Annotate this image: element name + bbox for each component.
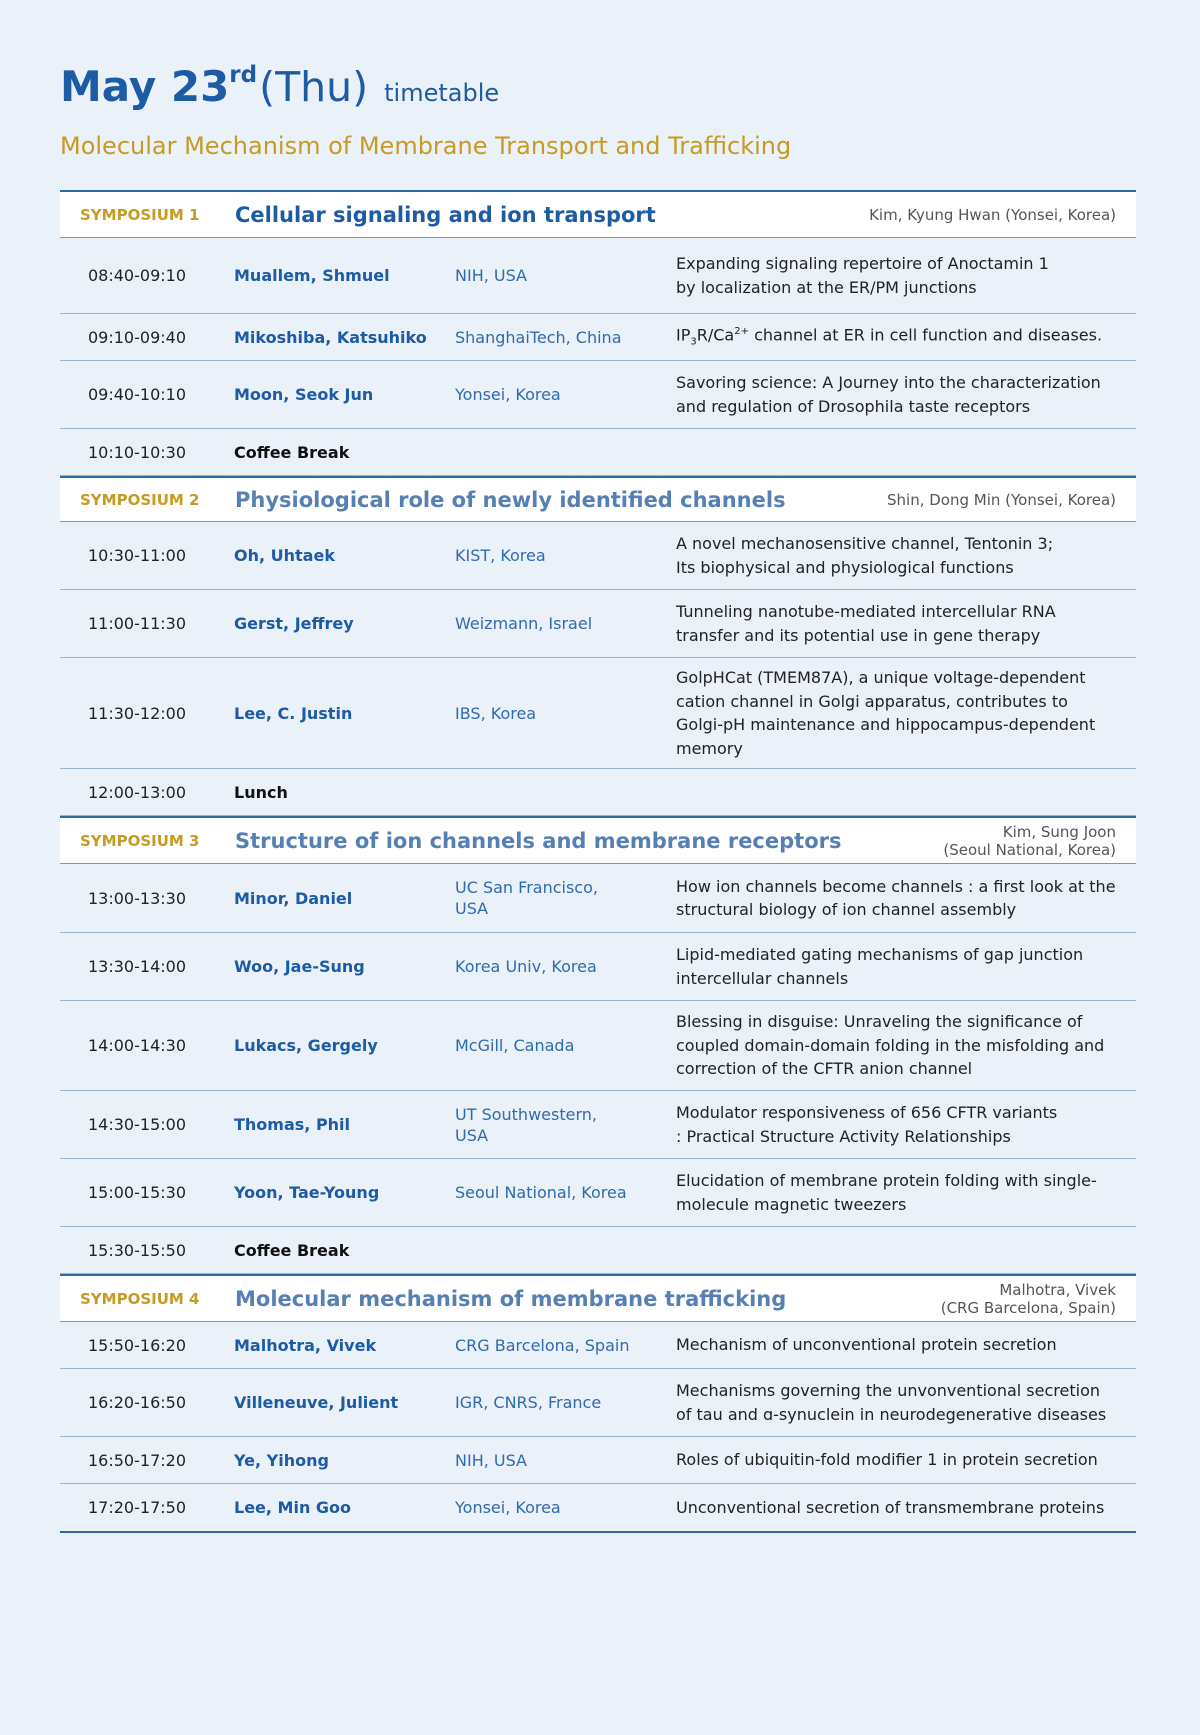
symposium-label: SYMPOSIUM 1: [80, 205, 200, 224]
schedule-table: [60, 190, 1136, 1533]
talk-title-superscript: 2+: [734, 325, 749, 337]
speaker-affiliation: McGill, Canada: [455, 1036, 575, 1055]
speaker-name: Minor, Daniel: [234, 888, 353, 908]
speaker-affiliation: IBS, Korea: [455, 703, 537, 723]
speaker-affiliation: Yonsei, Korea: [455, 1498, 561, 1517]
talk-title-part: IP: [676, 325, 691, 345]
page-title: [60, 62, 1136, 122]
break-row: [60, 1227, 1136, 1274]
break-label: Coffee Break: [234, 1240, 350, 1260]
speaker-affiliation: UC San Francisco, USA: [455, 878, 598, 918]
symposium-header: [60, 476, 1136, 522]
talk-row: [60, 1437, 1136, 1484]
talk-time: 16:50-17:20: [88, 1450, 186, 1470]
break-label: Lunch: [234, 782, 288, 802]
speaker-affiliation: IGR, CNRS, France: [455, 1393, 602, 1412]
talk-time: 17:20-17:50: [88, 1498, 186, 1517]
speaker-affiliation: Seoul National, Korea: [455, 1183, 627, 1202]
talk-row: [60, 1322, 1136, 1369]
break-time: 15:30-15:50: [88, 1240, 186, 1260]
talk-title: Modulator responsiveness of 656 CFTR variants : Practical Structure Activity Relationships: [676, 1103, 1058, 1146]
speaker-affiliation: NIH, USA: [455, 1450, 527, 1470]
talk-row: [60, 933, 1136, 1001]
speaker-name: Mikoshiba, Katsuhiko: [234, 327, 427, 347]
speaker-affiliation: Korea Univ, Korea: [455, 957, 597, 976]
talk-time: 14:30-15:00: [88, 1115, 186, 1134]
symposium-chair: Kim, Kyung Hwan (Yonsei, Korea): [869, 205, 1116, 224]
speaker-name: Moon, Seok Jun: [234, 385, 374, 404]
break-time: 12:00-13:00: [88, 782, 186, 802]
break-label: Coffee Break: [234, 442, 350, 462]
speaker-name: Muallem, Shmuel: [234, 266, 390, 285]
speaker-name: Lee, C. Justin: [234, 703, 353, 723]
timetable-page: [60, 62, 1136, 1533]
speaker-name: Thomas, Phil: [234, 1115, 351, 1134]
symposium-chair: Malhotra, Vivek (CRG Barcelona, Spain): [940, 1280, 1116, 1317]
talk-title: How ion channels become channels : a first look at the structural biology of ion channel assembly: [676, 876, 1116, 919]
speaker-affiliation: ShanghaiTech, China: [455, 327, 622, 347]
speaker-name: Ye, Yihong: [234, 1450, 329, 1470]
talk-title: GolpHCat (TMEM87A), a unique voltage-dependent cation channel in Golgi apparatus, contributes to Golgi-pH maintenance and hippocampus-dependent memory: [676, 668, 1096, 758]
talk-row: [60, 590, 1136, 658]
talk-time: 09:40-10:10: [88, 385, 186, 404]
day-text: (Thu): [259, 63, 369, 111]
symposium-title: Cellular signaling and ion transport: [235, 202, 656, 227]
speaker-name: Yoon, Tae-Young: [234, 1183, 380, 1202]
talk-title: Elucidation of membrane protein folding with single- molecule magnetic tweezers: [676, 1171, 1097, 1214]
talk-title: A novel mechanosensitive channel, Tentonin 3; Its biophysical and physiological functions: [676, 534, 1054, 577]
talk-row: [60, 658, 1136, 769]
symposium-header: [60, 816, 1136, 864]
talk-row: [60, 1091, 1136, 1159]
talk-time: 16:20-16:50: [88, 1393, 186, 1412]
date-suffix: rd: [229, 62, 258, 88]
talk-title: Unconventional secretion of transmembrane proteins: [676, 1497, 1105, 1517]
talk-time: 08:40-09:10: [88, 266, 186, 285]
talk-time: 13:00-13:30: [88, 888, 186, 908]
talk-title: Blessing in disguise: Unraveling the significance of coupled domain-domain folding in the misfolding and correction of the CFTR anion channel: [676, 1012, 1105, 1079]
talk-time: 11:00-11:30: [88, 614, 186, 633]
talk-title: [657, 320, 1136, 354]
symposium-label: SYMPOSIUM 2: [80, 490, 200, 509]
talk-row: [60, 1484, 1136, 1531]
conference-subtitle: Molecular Mechanism of Membrane Transport and Trafficking: [60, 132, 792, 160]
date-text: May 23: [60, 62, 230, 111]
talk-title-subscript: 3: [690, 336, 697, 348]
symposium-header: [60, 1274, 1136, 1322]
talk-title: Savoring science: A Journey into the characterization and regulation of Drosophila taste receptors: [676, 373, 1101, 416]
break-row: [60, 769, 1136, 816]
symposium-header: [60, 192, 1136, 238]
talk-row: [60, 238, 1136, 314]
break-time: 10:10-10:30: [88, 442, 186, 462]
speaker-affiliation: Yonsei, Korea: [455, 385, 561, 404]
speaker-name: Gerst, Jeffrey: [234, 614, 354, 633]
break-row: [60, 429, 1136, 476]
talk-title: Roles of ubiquitin-fold modifier 1 in protein secretion: [676, 1450, 1098, 1470]
speaker-name: Malhotra, Vivek: [234, 1335, 377, 1355]
talk-time: 15:00-15:30: [88, 1183, 186, 1202]
talk-time: 11:30-12:00: [88, 703, 186, 723]
symposium-chair: Shin, Dong Min (Yonsei, Korea): [887, 490, 1116, 509]
talk-row: [60, 1159, 1136, 1227]
symposium-label: SYMPOSIUM 4: [80, 1289, 200, 1308]
speaker-name: Woo, Jae-Sung: [234, 957, 365, 976]
talk-row: [60, 314, 1136, 361]
speaker-name: Oh, Uhtaek: [234, 546, 335, 565]
talk-row: [60, 1001, 1136, 1091]
talk-row: [60, 361, 1136, 429]
talk-time: 10:30-11:00: [88, 546, 186, 565]
speaker-name: Villeneuve, Julient: [234, 1393, 399, 1412]
talk-row: [60, 864, 1136, 933]
talk-title-part: R/Ca: [696, 325, 735, 345]
talk-row: [60, 522, 1136, 590]
talk-title-part: channel at ER in cell function and diseases.: [748, 325, 1103, 345]
speaker-affiliation: UT Southwestern, USA: [455, 1104, 597, 1145]
talk-title: Tunneling nanotube-mediated intercellular RNA transfer and its potential use in gene therapy: [676, 602, 1056, 645]
talk-time: 13:30-14:00: [88, 957, 186, 976]
talk-title: Lipid-mediated gating mechanisms of gap junction intercellular channels: [676, 945, 1084, 988]
symposium-title: Structure of ion channels and membrane receptors: [235, 828, 842, 853]
talk-time: 14:00-14:30: [88, 1036, 186, 1055]
speaker-name: Lukacs, Gergely: [234, 1036, 378, 1055]
talk-time: 15:50-16:20: [88, 1335, 186, 1355]
speaker-name: Lee, Min Goo: [234, 1498, 352, 1517]
talk-row: [60, 1369, 1136, 1437]
symposium-label: SYMPOSIUM 3: [80, 831, 200, 850]
symposium-title: Physiological role of newly identified channels: [235, 487, 786, 512]
speaker-affiliation: KIST, Korea: [455, 546, 546, 565]
talk-title: Mechanism of unconventional protein secretion: [676, 1335, 1057, 1355]
talk-title: Mechanisms governing the unvonventional secretion of tau and ɑ-synuclein in neurodegenerative diseases: [676, 1381, 1107, 1424]
speaker-affiliation: Weizmann, Israel: [455, 614, 593, 633]
symposium-title: Molecular mechanism of membrane trafficking: [235, 1286, 787, 1311]
speaker-affiliation: CRG Barcelona, Spain: [455, 1335, 630, 1355]
talk-title: Expanding signaling repertoire of Anoctamin 1 by localization at the ER/PM junctions: [676, 254, 1049, 297]
symposium-chair: Kim, Sung Joon (Seoul National, Korea): [943, 822, 1116, 859]
speaker-affiliation: NIH, USA: [455, 266, 527, 285]
timetable-label: timetable: [384, 79, 500, 107]
talk-time: 09:10-09:40: [88, 327, 186, 347]
